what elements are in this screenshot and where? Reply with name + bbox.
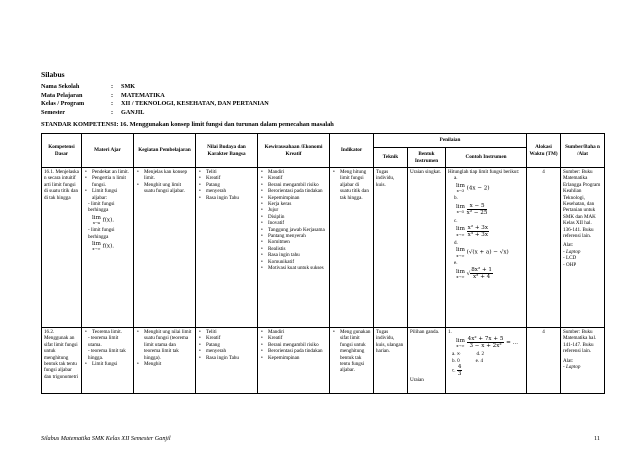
table-row: [42, 168, 605, 328]
contoh-cell: 1. lim x→∞ $\frac{\text{4x² + 7x + 5}}{\text{3 − x + 2x²}}$ = ... a. ∞ d. 2 b. 0 e. 4 c. $\frac{4}{3}$: [446, 328, 527, 394]
document-info: [41, 83, 269, 117]
header-bentuk: Bentuk Instrumen: [408, 148, 446, 168]
info-row-school: Nama Sekolah : SMK: [41, 83, 136, 90]
standar-kompetensi: STANDAR KOMPETENSI: 16. Menggunakan konsep limit fungsi dan turunan dalam pemecahan masalah: [41, 121, 334, 128]
list-item: • Berani mengambil risiko: [268, 182, 327, 188]
info-row-semester: Semester : GANJIL: [41, 108, 145, 116]
sumber-cell: Sumber: Buku Matematika hal. 141-147. Buku referensi lain. Alat: - Laptop: [561, 328, 605, 394]
list-item: • Inovatif: [268, 220, 327, 226]
math-lim-fx: lim x→a f(x).: [92, 214, 115, 226]
list-item: • Tanggung jawab Kerjasama: [268, 227, 327, 233]
math-d: lim x→∞ (√(x + a) − √x): [456, 247, 509, 258]
teknik-cell: Tugas individu, kuis.: [374, 168, 408, 328]
nilai-cell: • Teliti • Kreatif • Patang • menyerah • Rasa ingin Tahu: [196, 168, 258, 328]
list-item: • Mandiri: [268, 169, 327, 175]
syllabus-table: [41, 133, 605, 394]
table-row: [42, 328, 605, 394]
list-item: • Kerja keras: [268, 201, 327, 207]
info-row-subject: Mata Pelajaran : MATEMATIKA: [41, 91, 165, 99]
page-footer: Silabus Matematika SMK Kelas XII Semester Ganjil: [41, 435, 171, 442]
teknik-cell: Tugas individu, kuis, ulangan harian.: [374, 328, 408, 394]
table-header-row: [42, 134, 605, 148]
list-item: • Realistis: [268, 246, 327, 252]
header-alokasi: Alokasi Waktu (TM): [527, 134, 561, 168]
list-item: • Berani mengambil risiko: [268, 342, 327, 348]
list-item: • Komitmen: [268, 239, 327, 245]
kd-cell: 16.1. Menjelaska n secara intuitif arti limit fungsi di suatu titik dan di tak hingga: [42, 168, 82, 328]
kewirausahaan-cell: [258, 168, 330, 328]
math-q1: lim x→∞ $\frac{\text{4x² + 7x + 5}}{\text{3 − x + 2x²}}$ = ...: [456, 336, 518, 350]
list-item: • Kepemimpinan: [268, 355, 327, 361]
header-kewirausahaan: Kewirausahaan /Ekonomi Kreatif: [258, 134, 330, 168]
math-e: lim x→∞ √ $\frac{\text{8x² + 1}}{\text{x² + 4}}$: [456, 267, 492, 281]
header-kd: Kompetensi Dasar: [42, 134, 82, 168]
contoh-cell: Hitunglah tiap limit fungsi berikut: a. lim x→3 (4x − 2) b. lim x→5 $\frac{x - 5}{\text{x² − 25}}$ c. lim x→∞ $\frac{\text{x² + 3x}}{\text{x³ + 3x}}$ d. lim x→∞ (√(x + a) − √x) e. lim x→∞ √ $\frac{\text{8x² + 1}}{\text{x² + 4}}$: [446, 168, 527, 328]
kewirausahaan-cell: [258, 328, 330, 394]
sumber-cell: Sumber: Buku Matematika Erlangga Program Keahlian Teknologi, Kesehatan, dan Pertanian untuk SMK dan MAK Kelas XII hal. 136-141. Buku referensi lain. Alat: - Laptop - LCD - OHP: [561, 168, 605, 328]
header-kegiatan: Kegiatan Pembelajaran: [134, 134, 196, 168]
indikator-cell: • Meng hitung limit fungsi aljabar di suatu titik dan tak hingga.: [330, 168, 374, 328]
kegiatan-cell: • Menjelas kan konsep limit. • Menghit ung limit suatu fungsi aljabar.: [134, 168, 196, 328]
kegiatan-cell: • Menghit ung nilai limit suatu fungsi (teorema limit utama dan teorema limit tak hingga). • Menghit: [134, 328, 196, 394]
nilai-cell: • Teliti • Kreatif • Patang • menyerah • Rasa ingin Tahu: [196, 328, 258, 394]
list-item: • Mandiri: [268, 329, 327, 335]
list-item: • Kreatif: [268, 335, 327, 341]
bentuk-cell: Pilihan ganda. Uraian: [408, 328, 446, 394]
page-number: 11: [594, 435, 600, 442]
header-teknik: Teknik: [374, 148, 408, 168]
list-item: • Berorientasi pada tindakan: [268, 348, 327, 354]
alokasi-cell: 4: [527, 168, 561, 328]
list-item: • Rasa ingin tahu: [268, 252, 327, 258]
list-item: • Komunikatif: [268, 259, 327, 265]
bentuk-cell: Uraian singkat.: [408, 168, 446, 328]
kd-cell: 16.2. Menggunak an sifat limit fungsi untuk menghitung bentuk tak tentu fungsi aljabar dan trigonometri: [42, 328, 82, 394]
math-lim-fx-inf: lim x→∞ f(x).: [92, 241, 115, 252]
header-penilaian: Penilaian: [374, 134, 527, 148]
header-sumber: Sumber/Baha n /Alat: [561, 134, 605, 168]
list-item: • Kreatif: [268, 175, 327, 181]
math-b: lim x→5 $\frac{x - 5}{\text{x² − 25}}$: [456, 202, 488, 216]
header-nilai: Nilai Budaya dan Karakter Bangsa: [196, 134, 258, 168]
math-c: lim x→∞ $\frac{\text{x² + 3x}}{\text{x³ + 3x}}$: [456, 225, 489, 239]
materi-cell: • Teorema limit. - teorema limit utama. - teorema limit tak hingga. • Limit fungsi: [82, 328, 134, 394]
header-indikator: Indikator: [330, 134, 374, 168]
info-row-class: Kelas / Program : XII / TEKNOLOGI, KESEHATAN, DAN PERTANIAN: [41, 100, 269, 108]
list-item: • Motivasi kuat untuk sukses: [268, 265, 327, 271]
header-contoh: Contoh Instrumen: [446, 148, 527, 168]
math-a: lim x→3 (4x − 2): [456, 182, 490, 194]
document-title: Silabus: [41, 70, 65, 79]
alokasi-cell: 4: [527, 328, 561, 394]
materi-cell: • Pendekat an limit. • Pengertia n limit fungsi. • Limit fungsi aljabar: - limit fungsi berhingga lim x→a f(x). - limit fungsi berhingga lim x→∞ f(x).: [82, 168, 134, 328]
list-item: • Pantang menyerah: [268, 233, 327, 239]
list-item: • Berorientasi pada tindakan: [268, 188, 327, 194]
indikator-cell: • Meng gunakan sifat limit fungsi untuk menghitung bentuk tak tentu fungsi aljabar.: [330, 328, 374, 394]
list-item: • Jujur: [268, 207, 327, 213]
list-item: • Disiplin: [268, 214, 327, 220]
header-materi: Materi Ajar: [82, 134, 134, 168]
list-item: • Kepemimpinan: [268, 195, 327, 201]
